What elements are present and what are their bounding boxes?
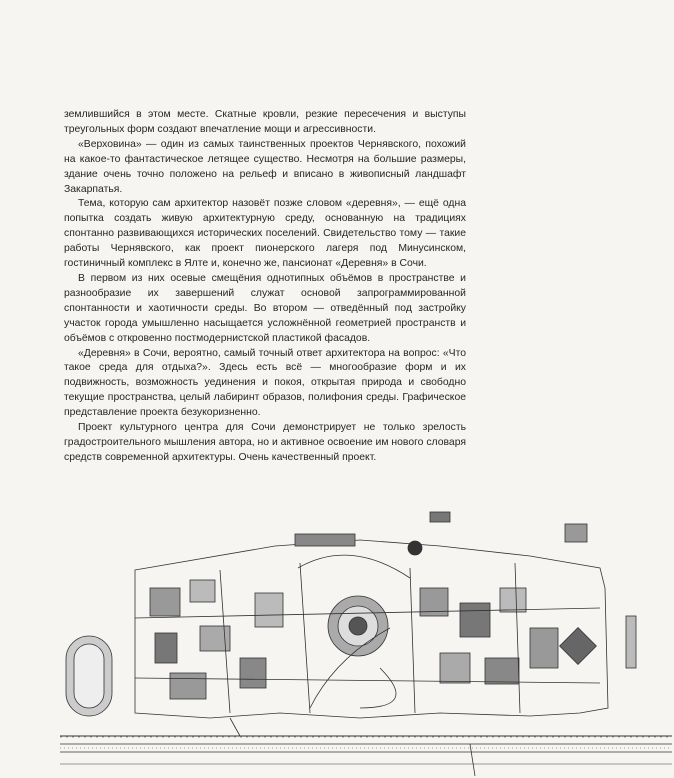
article-text <box>64 108 466 466</box>
road-4 <box>300 563 310 713</box>
right-block-3 <box>500 588 526 612</box>
road-6 <box>515 563 520 713</box>
right-block-6 <box>530 628 558 668</box>
paragraph-6: Проект культурного центра для Сочи демонстрирует не только зрелость градостроительного мышления автора, но и активное освоение им нового словаря средств современной архитектуры. Очень качественный проект. <box>64 422 466 463</box>
left-block-1 <box>150 588 180 616</box>
right-diamond <box>560 628 597 665</box>
arc-path-1 <box>298 555 410 578</box>
left-block-5 <box>170 673 206 699</box>
tower-marker <box>626 616 636 668</box>
oval-track-inner <box>74 644 104 708</box>
paragraph-2: «Верховина» — один из самых таинственных проектов Чернявского, похожий на какое-то фантастическое летящее существо. Несмотря на большие размеры, здание очень точно положено на рельеф и вписано в живописный ландшафт Закарпатья. <box>64 138 466 195</box>
pier <box>470 744 475 776</box>
left-block-2 <box>190 580 215 602</box>
paragraph-4: В первом из них осевые смещёния однотипных объёмов в пространстве и разнообразие их завершений служат основой запрограммированной спонтанности и хаотичности среды. Во втором — отведённый под застройку участок города умышленно насыщается усложнённой геометрией пространств и объёмов с откровенно постмодернистской пластикой фасадов. <box>64 272 466 344</box>
left-block-6 <box>240 658 266 688</box>
arc-path-2 <box>360 668 396 708</box>
central-core <box>349 617 367 635</box>
site-plan-drawing <box>60 508 672 776</box>
ramp <box>230 718 240 736</box>
rail-ties <box>60 737 672 748</box>
right-block-2 <box>460 603 490 637</box>
site-plan-svg <box>60 508 672 776</box>
top-circle <box>408 541 422 555</box>
right-block-5 <box>485 658 519 684</box>
paragraph-3: Тема, которую сам архитектор назовёт позже словом «деревня», — ещё одна попытка создать живую архитектурную среду, основанную на традициях спонтанно развивающихся исторических поселений. Свидетельство тому — такие работы Чернявского, как проект пионерского лагеря под Минусинском, гостиничный комплекс в Ялте и, конечно же, пансионат «Деревня» в Сочи. <box>64 198 466 270</box>
paragraph-5: «Деревня» в Сочи, вероятно, самый точный ответ архитектора на вопрос: «Что такое среда для отдыха?». Здесь есть всё — многообразие форм и их подвижность, возможность уединения и покоя, открытая природа и свободно текущие пространства, целый лабиринт образов, полифония среды. Графическое представление проекта безукоризненно. <box>64 347 466 419</box>
left-block-3 <box>155 633 177 663</box>
top-building <box>295 534 355 546</box>
road-5 <box>410 568 415 713</box>
right-block-4 <box>440 653 470 683</box>
small-top-block <box>430 512 450 522</box>
paragraph-1: землившийся в этом месте. Скатные кровли, резкие пересечения и выступы треугольных форм создают впечатление мощи и агрессивности. <box>64 109 466 135</box>
left-block-7 <box>255 593 283 627</box>
right-top-block <box>565 524 587 542</box>
